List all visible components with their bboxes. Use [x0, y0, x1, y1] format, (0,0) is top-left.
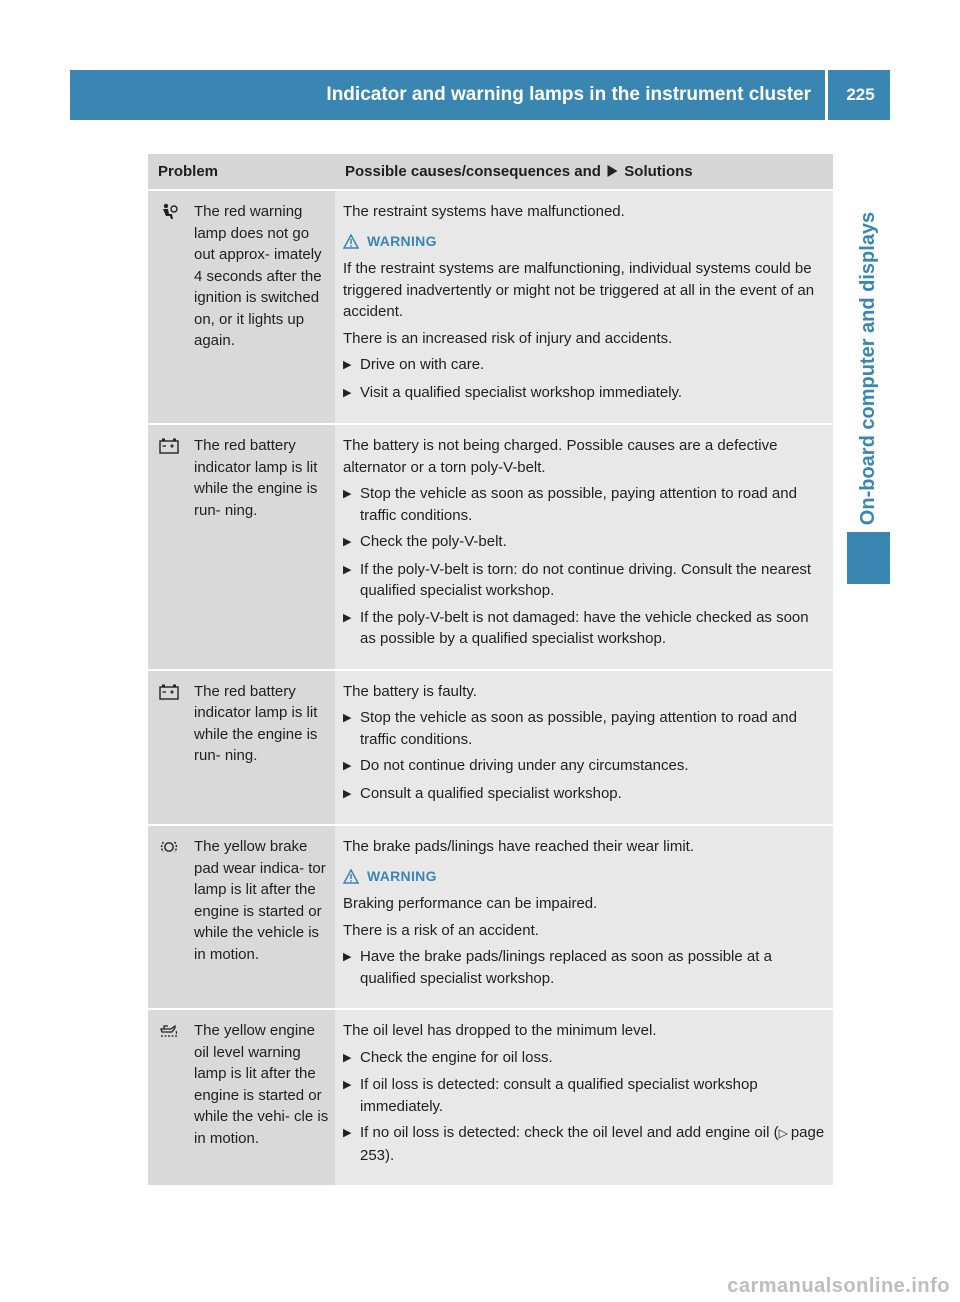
step-text: If oil loss is detected: consult a qualified specialist workshop immediately. — [360, 1076, 758, 1115]
problem-text: The yellow brake pad wear indica- tor lamp is lit after the engine is started or while the vehicle is in motion. — [194, 838, 326, 963]
airbag-warning-icon — [158, 203, 180, 221]
table-row — [148, 670, 833, 826]
step-arrow-icon: ▶ — [343, 760, 352, 772]
solution-step — [343, 382, 827, 405]
problem-text: The red battery indicator lamp is lit while the engine is run- ning. — [194, 682, 318, 764]
solution-cell — [335, 424, 833, 670]
step-arrow-icon: ▶ — [343, 359, 352, 371]
problem-text: The yellow engine oil level warning lamp is lit after the engine is started or while the vehi- cle is in motion. — [194, 1022, 329, 1147]
side-tab-label-wrap — [846, 163, 892, 573]
warning-triangle-icon — [343, 869, 359, 884]
step-arrow-icon: ▶ — [343, 1079, 352, 1091]
battery-icon — [158, 437, 180, 455]
step-text: Consult a qualified specialist workshop. — [360, 784, 622, 802]
header-solutions — [335, 154, 833, 190]
page-number: 225 — [846, 85, 875, 104]
step-arrow-icon: ▶ — [343, 611, 352, 624]
step-text: Stop the vehicle as soon as possible, paying attention to road and traffic conditions. — [360, 485, 797, 524]
problem-cell — [148, 670, 335, 826]
problem-cell — [148, 190, 335, 424]
problem-cell — [148, 424, 335, 670]
step-text-pre: If no oil loss is detected: check the oil level and add engine oil ( — [360, 1124, 779, 1141]
page-header — [70, 70, 890, 120]
problem-cell — [148, 825, 335, 1009]
solution-cell — [335, 670, 833, 826]
watermark: carmanualsonline.info — [727, 1275, 950, 1297]
step-text: Check the poly-V-belt. — [360, 533, 507, 550]
header-problem: Problem — [148, 154, 335, 190]
solution-step — [343, 1074, 827, 1117]
step-arrow-icon: ▶ — [343, 1051, 352, 1064]
section-title: Indicator and warning lamps in the instrument cluster — [70, 70, 828, 120]
step-text: Check the engine for oil loss. — [360, 1048, 553, 1066]
step-text: Have the brake pads/linings replaced as soon as possible at a qualified specialist workshop. — [360, 948, 772, 987]
solution-step — [343, 354, 827, 377]
cause-text: The oil level has dropped to the minimum level. — [343, 1022, 657, 1039]
solution-step — [343, 607, 827, 650]
cause-text: The brake pads/linings have reached their wear limit. — [343, 838, 695, 855]
table-row — [148, 190, 833, 424]
cause-text: The battery is faulty. — [343, 682, 477, 700]
solution-cell — [335, 825, 833, 1009]
step-arrow-icon: ▶ — [343, 386, 352, 399]
battery-icon — [158, 683, 180, 701]
indicator-lamps-table — [148, 154, 833, 1187]
warning-text: If the restraint systems are malfunctioning, individual systems could be triggered inadvertently or might not be triggered at all in the event of an accident. — [343, 260, 815, 320]
step-text — [360, 1122, 827, 1166]
step-arrow-icon: ▶ — [343, 712, 352, 724]
step-arrow-icon: ▶ — [343, 488, 352, 500]
warning-heading — [343, 231, 827, 253]
table-row — [148, 424, 833, 670]
step-arrow-icon: ▶ — [343, 1127, 352, 1139]
cause-text: The battery is not being charged. Possible causes are a defective alternator or a torn poly-V-belt. — [343, 437, 778, 476]
solution-step — [343, 707, 827, 750]
step-arrow-icon: ▶ — [343, 536, 352, 548]
step-text: Drive on with care. — [360, 356, 485, 373]
solution-step — [343, 483, 827, 526]
page-reference-icon: ▷ — [778, 1126, 788, 1140]
problem-text: The red battery indicator lamp is lit while the engine is run- ning. — [194, 437, 318, 519]
solution-step — [343, 1047, 827, 1070]
oil-level-icon — [158, 1022, 180, 1040]
problem-cell — [148, 1009, 335, 1186]
step-text: If the poly-V-belt is torn: do not continue driving. Consult the nearest qualified specialist workshop. — [360, 560, 812, 599]
solution-cell — [335, 1009, 833, 1186]
warning-heading — [343, 866, 827, 888]
step-arrow-icon: ▶ — [343, 787, 352, 800]
solution-arrow-icon — [607, 165, 618, 177]
step-text: If the poly-V-belt is not damaged: have the vehicle checked as soon as possible by a qualified specialist workshop. — [360, 608, 809, 647]
warning-label: WARNING — [367, 232, 437, 249]
problem-text: The red warning lamp does not go out approx- imately 4 seconds after the ignition is switched on, or it lights up again. — [194, 203, 322, 349]
solution-step — [343, 531, 827, 554]
side-tab-marker — [847, 532, 890, 584]
solution-step — [343, 783, 827, 806]
warning-text: There is an increased risk of injury and accidents. — [343, 329, 673, 347]
page-reference-link[interactable]: page 253). — [360, 1124, 825, 1164]
cause-text: The restraint systems have malfunctioned. — [343, 203, 625, 220]
step-text: Do not continue driving under any circumstances. — [360, 757, 689, 774]
step-arrow-icon: ▶ — [343, 563, 352, 576]
warning-text: There is a risk of an accident. — [343, 921, 539, 939]
solution-step — [343, 559, 827, 602]
header-solutions-pre: Possible causes/consequences and — [345, 162, 601, 180]
step-text: Stop the vehicle as soon as possible, paying attention to road and traffic conditions. — [360, 709, 797, 748]
table-header-row — [148, 154, 833, 190]
solution-step — [343, 946, 827, 989]
solution-cell — [335, 190, 833, 424]
solution-step — [343, 1122, 827, 1166]
table-row — [148, 825, 833, 1009]
step-text: Visit a qualified specialist workshop immediately. — [360, 383, 683, 401]
step-arrow-icon: ▶ — [343, 951, 352, 963]
warning-triangle-icon — [343, 234, 359, 249]
brake-pad-wear-icon — [158, 838, 180, 856]
solution-step — [343, 755, 827, 778]
side-tab-label: On-board computer and displays — [857, 211, 880, 525]
warning-text: Braking performance can be impaired. — [343, 895, 598, 912]
header-solutions-post: Solutions — [624, 162, 693, 180]
warning-label: WARNING — [367, 867, 437, 884]
table-row — [148, 1009, 833, 1186]
